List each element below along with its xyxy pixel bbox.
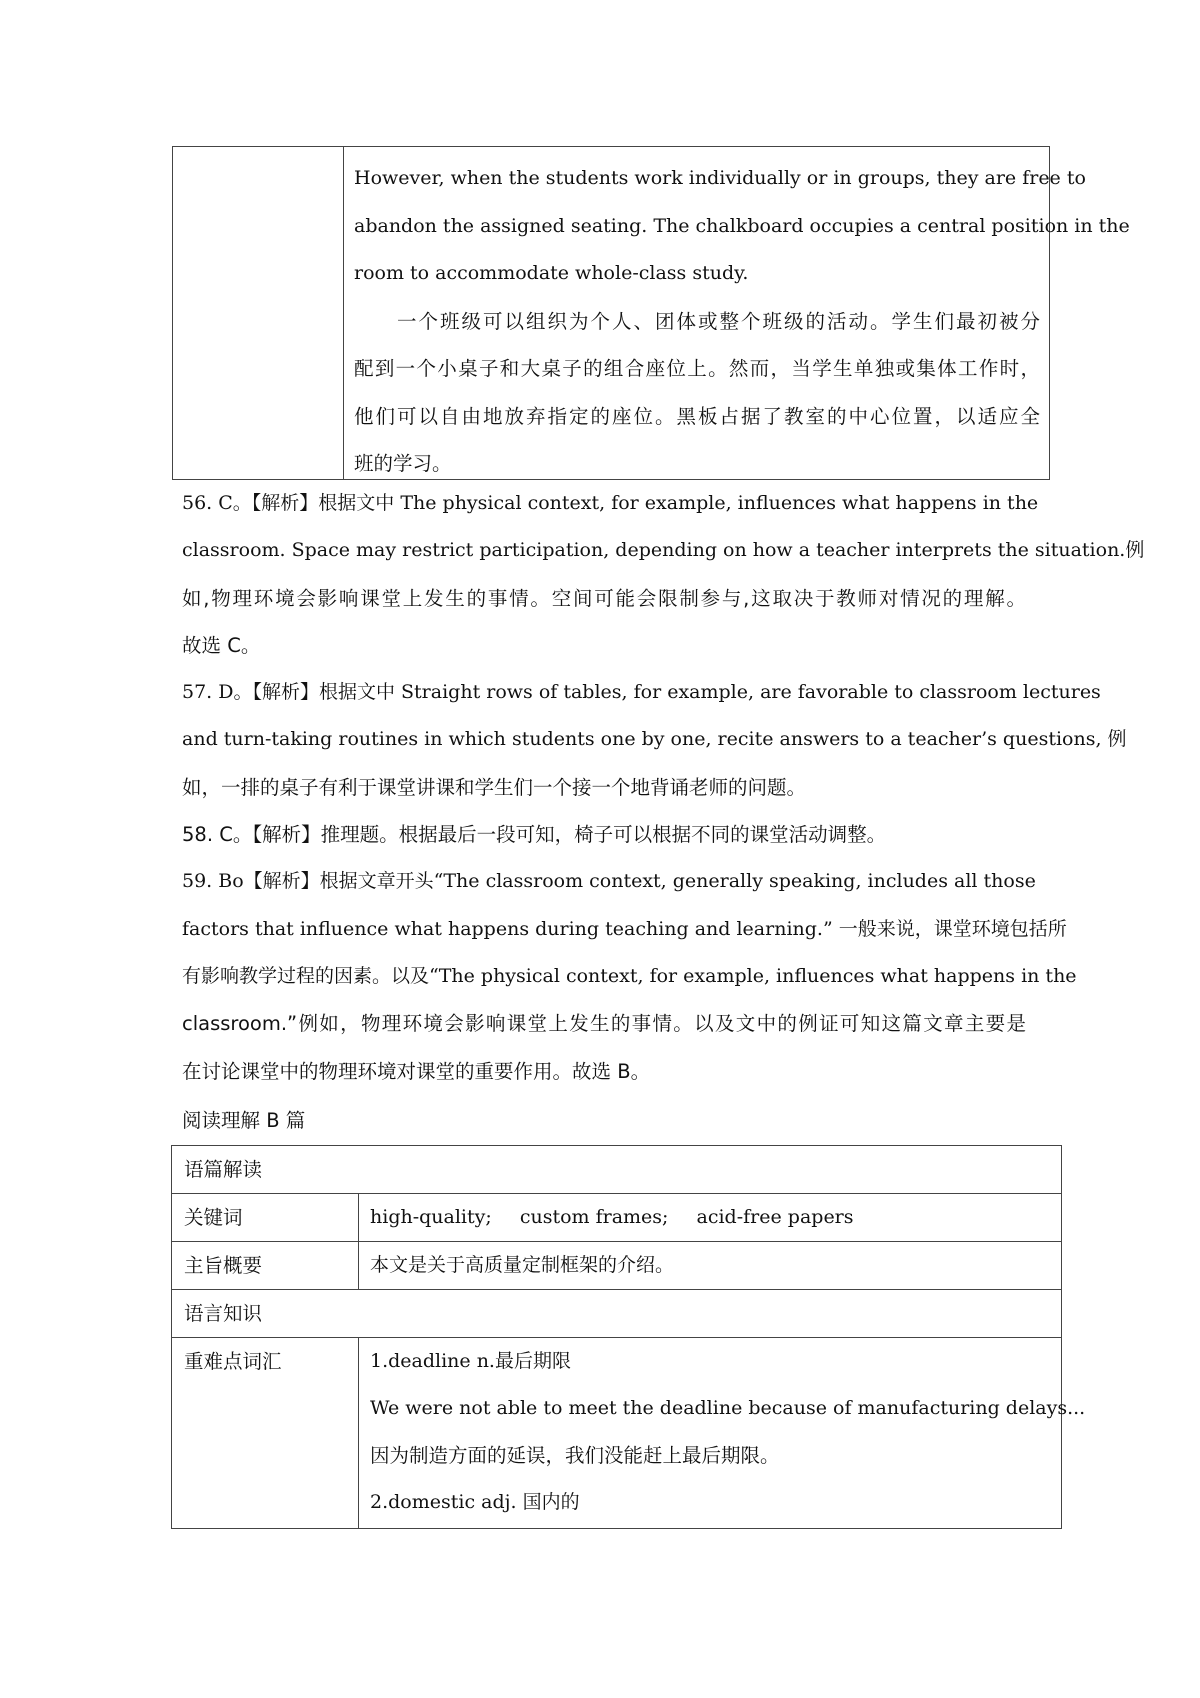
english-line: abandon the assigned seating. The chalkboard occupies a central position in the [354,214,1130,237]
answer-line: 58. C。【解析】推理题。根据最后一段可知，椅子可以根据不同的课堂活动调整。 [182,823,887,847]
answer-line: 故选 C。 [182,633,261,657]
answer-line: 有影响教学过程的因素。以及“The physical context, for example, influences what happens in the [182,964,1077,987]
keywords-value [370,1194,854,1241]
header-language-knowledge: 语言知识 [184,1302,263,1325]
table-row [172,1338,1086,1528]
answer-line: 在讨论课堂中的物理环境对课堂的重要作用。故选 B。 [182,1059,651,1083]
chinese-line: 一个班级可以组织为个人、团体或整个班级的活动。学生们最初被分 [354,309,1040,333]
table-column-divider [343,147,344,479]
answer-line: and turn-taking routines in which students one by one, recite answers to a teacher’s questions, 例 [182,728,1127,751]
summary-label: 主旨概要 [184,1254,263,1277]
answer-line: classroom.”例如，物理环境会影响课堂上发生的事情。以及文中的例证可知这篇文章主要是 [182,1012,1026,1036]
vocab-line: 1.deadline n.最后期限 [370,1350,571,1372]
section-title: 阅读理解 B 篇 [182,1109,306,1132]
summary-value: 本文是关于高质量定制框架的介绍。 [370,1254,675,1276]
keyword: high-quality; [370,1206,492,1228]
keyword: custom frames; [519,1206,669,1228]
translation-table [172,146,1130,480]
vocab-content [370,1338,1085,1526]
answer-line: 如，一排的桌子有利于课堂讲课和学生们一个接一个地背诵老师的问题。 [182,775,807,799]
chinese-line: 班的学习。 [354,452,452,475]
keywords-label: 关键词 [184,1206,243,1229]
chinese-line: 他们可以自由地放弃指定的座位。黑板占据了教室的中心位置，以适应全 [354,404,1040,428]
translation-cell [354,155,1130,488]
answer-explanations [182,480,1145,1095]
english-line: room to accommodate whole-class study. [354,262,749,284]
vocab-line: We were not able to meet the deadline because of manufacturing delays... [370,1397,1086,1419]
answer-line: classroom. Space may restrict participation, depending on how a teacher interprets the situation.例 [182,539,1145,562]
table-column-divider [358,1242,359,1289]
answer-line: 如,物理环境会影响课堂上发生的事情。空间可能会限制参与,这取决于教师对情况的理解。 [182,586,1026,610]
answer-line: factors that influence what happens during teaching and learning.” 一般来说，课堂环境包括所 [182,917,1067,940]
table-column-divider [358,1194,359,1241]
vocab-line: 因为制造方面的延误，我们没能赶上最后期限。 [370,1444,780,1467]
table-row [172,1146,1061,1194]
table-column-divider [358,1338,359,1528]
keyword: acid-free papers [696,1206,854,1228]
vocab-line: 2.domestic adj. 国内的 [370,1491,580,1513]
vocab-label: 重难点词汇 [184,1350,282,1373]
english-line: However, when the students work individually or in groups, they are free to [354,167,1086,189]
answer-line: 57. D。【解析】根据文中 Straight rows of tables, for example, are favorable to classroom lectures [182,681,1101,704]
table-row [172,1290,1061,1338]
table-row [172,1194,1061,1242]
chinese-line: 配到一个小桌子和大桌子的组合座位上。然而，当学生单独或集体工作时， [354,357,1040,380]
passage-b-table [171,1145,1086,1529]
table-row [172,1242,1061,1290]
header-passage-reading: 语篇解读 [184,1158,263,1181]
answer-line: 56. C。【解析】根据文中 The physical context, for example, influences what happens in the [182,492,1039,514]
answer-line: 59. Bo【解析】根据文章开头“The classroom context, generally speaking, includes all those [182,870,1036,893]
